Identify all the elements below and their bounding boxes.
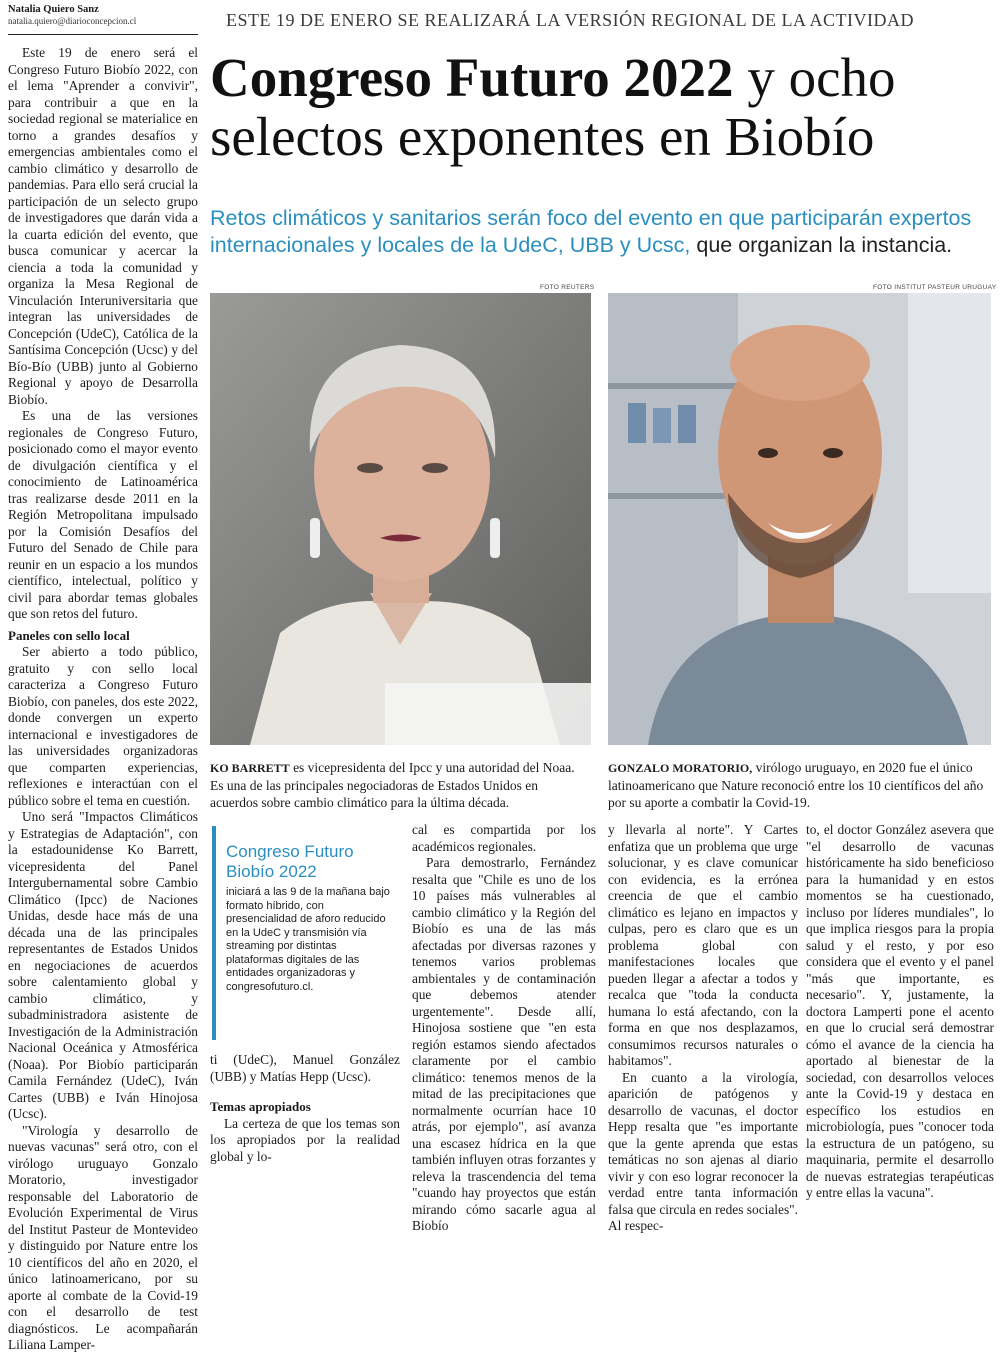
author-email[interactable]: natalia.quiero@diarioconcepcion.cl: [8, 16, 137, 26]
subhead-tail: que organizan la instancia.: [690, 233, 953, 257]
caption-text: es vicepresidenta del Ipcc y una autoridad del Noaa. Es una de las principales negociadoras de Estados Unidos en acuerdos sobre cambio climático para la última década.: [210, 760, 575, 810]
left-body-column: [8, 45, 198, 1354]
subhead-highlight: Retos climáticos y sanitarios serán foco del evento en que participarán expertos internacionales y locales de la UdeC, UBB y Ucsc,: [210, 206, 972, 257]
byline-divider: [8, 34, 198, 35]
paragraph: Para demostrarlo, Fernández resalta que "Chile es uno de los 10 países más vulnerables al cambio climático y la Región del Biobío es una de las más afectadas por diversas razones y tenemos varios problemas ambientales y de contaminación que debemos atender urgentemente". Desde allí, Hinojosa sostiene que "en esta región estamos siendo afectados claramente por el cambio climático: tenemos menos de la mitad de las precipitaciones que normalmente ocurrían hace 10 atrás, por ejemplo", así avanza una escasez hídrica en la que también influyen otras forzantes y releva la trascendencia del tema "cuando hay proyectos que están mirando cómo sacarle agua al Biobío: [412, 855, 596, 1233]
info-box-accent-bar: [212, 826, 216, 1040]
caption-gonzalo-moratorio: [608, 759, 993, 811]
info-box: [212, 826, 402, 1040]
paragraph: En cuanto a la virología, aparición de patógenos y desarrollo de vacunas, el doctor Hepp resalta que "es importante que la gente aprenda que estas temáticas no son ajenas al diario vivir y con eso lograr reconocer la verdad entre tanta información falsa que circula en redes sociales". Al respec-: [608, 1069, 798, 1233]
photo-credit-left: FOTO REUTERS: [540, 284, 595, 291]
paragraph: to, el doctor González asevera que "el desarrollo de vacunas históricamente ha sido beneficioso para la humanidad y en estos momentos se ha cuestionado, incluso por líderes mundiales", lo que implica riesgos para la propia salud y el resto, y por eso considera que el evento y el panel "más que importante, es necesario". Y, justamente, la doctora Lamperti pone el acento en que lo crucial será demostrar cómo el avance de la ciencia ha aportado al bienestar de la sociedad, con desarrollos veloces ante la Covid-19 y destaca en específico los estudios en microbiología, pues "conocer toda la estructura de un patógeno, su maquinaria, permite el desarrollo de nuevas estrategias terapéuticas y entre ellas la vacuna".: [806, 822, 994, 1200]
caption-name: GONZALO MORATORIO,: [608, 761, 753, 775]
paragraph: Este 19 de enero será el Congreso Futuro Biobío 2022, con el lema "Aprender a convivir", para contribuir a que en la sociedad regional se materialice en torno a grandes desafíos y emergencias ambientales como el cambio climático y desarrollo de pandemias. Para ello será crucial la participación de un selecto grupo de investigadores que darán vida a la cuarta edición del evento, que busca comunicar y acercar la ciencia a toda la comunidad y organiza la Mesa Regional de Vinculación Interuniversitaria que integran las universidades de Concepción (UdeC), Católica de la Santísima Concepción (Ucsc) y del Bío-Bío (UBB) junto al Gobierno Regional y apoyo de Desarrolla Biobío.: [8, 45, 198, 407]
byline: [8, 4, 198, 27]
caption-text: virólogo uruguayo, en 2020 fue el único latinoamericano que Nature reconoció entre los 10 científicos del año por su aporte a combatir la Covid-19.: [608, 760, 984, 810]
paragraph: y llevarla al norte". Y Cartes enfatiza que un problema que urge solucionar, y es clave comunicar con evidencia, es la errónea creencia de que el cambio climático es lejano en impactos y culpas, pero es claro que es un problema global con manifestaciones locales que pueden llegar a afectar a todos y recalca que "toda la conducta humana lo está afectando, con la forma en que nos desplazamos, consumimos recursos naturales o habitamos".: [608, 822, 798, 1068]
info-box-title: Congreso Futuro Biobío 2022: [226, 842, 354, 881]
headline-bold: Congreso Futuro 2022: [210, 47, 734, 108]
paragraph: Es una de las versiones regionales de Congreso Futuro, posicionado como el mayor evento de divulgación científica y el conocimiento de Latinoamérica tras realizarse desde 2011 en la Región Metropolitana impulsado por la Comisión Desafíos del Futuro del Senado de Chile para reunir en un espacio a los mundos científico, intelectual, político y civil para abordar temas globales que son retos del futuro.: [8, 408, 198, 621]
body-column-2: [210, 1052, 400, 1165]
subheadline: [210, 205, 1000, 259]
photo-credit-right: FOTO INSTITUT PASTEUR URUGUAY: [873, 284, 997, 291]
info-box-text: iniciará a las 9 de la mañana bajo formato híbrido, con presencialidad de aforo reducido en la UdeC y transmisión vía streaming por distintas plataformas digitales de las entidades organizadoras y congresofuturo.cl.: [226, 886, 390, 993]
paragraph: ti (UdeC), Manuel González (UBB) y Matías Hepp (Ucsc).: [210, 1052, 400, 1084]
section-subheading: Temas apropiados: [210, 1099, 311, 1114]
paragraph: La certeza de que los temas son los apropiados por la realidad global y lo-: [210, 1115, 400, 1164]
paragraph: "Virología y desarrollo de nuevas vacunas" será otro, con el virólogo uruguayo Gonzalo Moratorio, investigador responsable del Laboratorio de Evolución Experimental de Virus del Institut Pasteur de Montevideo y distinguido por Nature entre los 10 científicos del año en 2020, el único latinoamericano, por su aporte al combate de la Covid-19 con el desarrollo de test diagnósticos. Le acompañarán Liliana Lamper-: [8, 1122, 198, 1352]
body-column-4: [608, 822, 798, 1235]
caption-name: KO BARRETT: [210, 761, 290, 775]
author-name: Natalia Quiero Sanz: [8, 4, 99, 15]
portrait-woman-illustration: [210, 293, 591, 745]
photo-gonzalo-moratorio: [608, 293, 991, 745]
paragraph: Uno será "Impactos Climáticos y Estrategias de Adaptación", con la estadounidense Ko Barrett, vicepresidenta del Panel Intergubernamental sobre Cambio Climático (Ipcc) de Naciones Unidas, desde hace más de una década una de las principales representantes de Estados Unidos en negociaciones de acuerdos sobre calentamiento global y cambio climático, y subadministradora asistente de Investigación de la Administración Nacional Oceánica y Atmosférica (Noaa). Por Biobío participarán Camila Fernández (UdeC), Iván Cartes (UBB) e Iván Hinojosa (Ucsc).: [8, 809, 198, 1121]
portrait-man-illustration: [608, 293, 991, 745]
photo-ko-barrett: [210, 293, 591, 745]
paragraph: Ser abierto a todo público, gratuito y con sello local caracteriza a Congreso Futuro Biobío, con paneles, dos este 2022, donde convergen un experto internacional e investigadores de las universidades organizadoras que comparten experiencias, reflexiones e interactúan con el público sobre el tema en cuestión.: [8, 644, 198, 808]
headline: [210, 48, 1000, 166]
headline-rest: y ocho selectos exponentes en Biobío: [210, 47, 896, 167]
caption-ko-barrett: [210, 759, 582, 811]
body-column-3: [412, 822, 596, 1235]
paragraph: cal es compartida por los académicos regionales.: [412, 822, 596, 854]
body-column-5: [806, 822, 994, 1202]
section-subheading: Paneles con sello local: [8, 627, 130, 643]
kicker: ESTE 19 DE ENERO SE REALIZARÁ LA VERSIÓN REGIONAL DE LA ACTIVIDAD: [226, 10, 914, 30]
